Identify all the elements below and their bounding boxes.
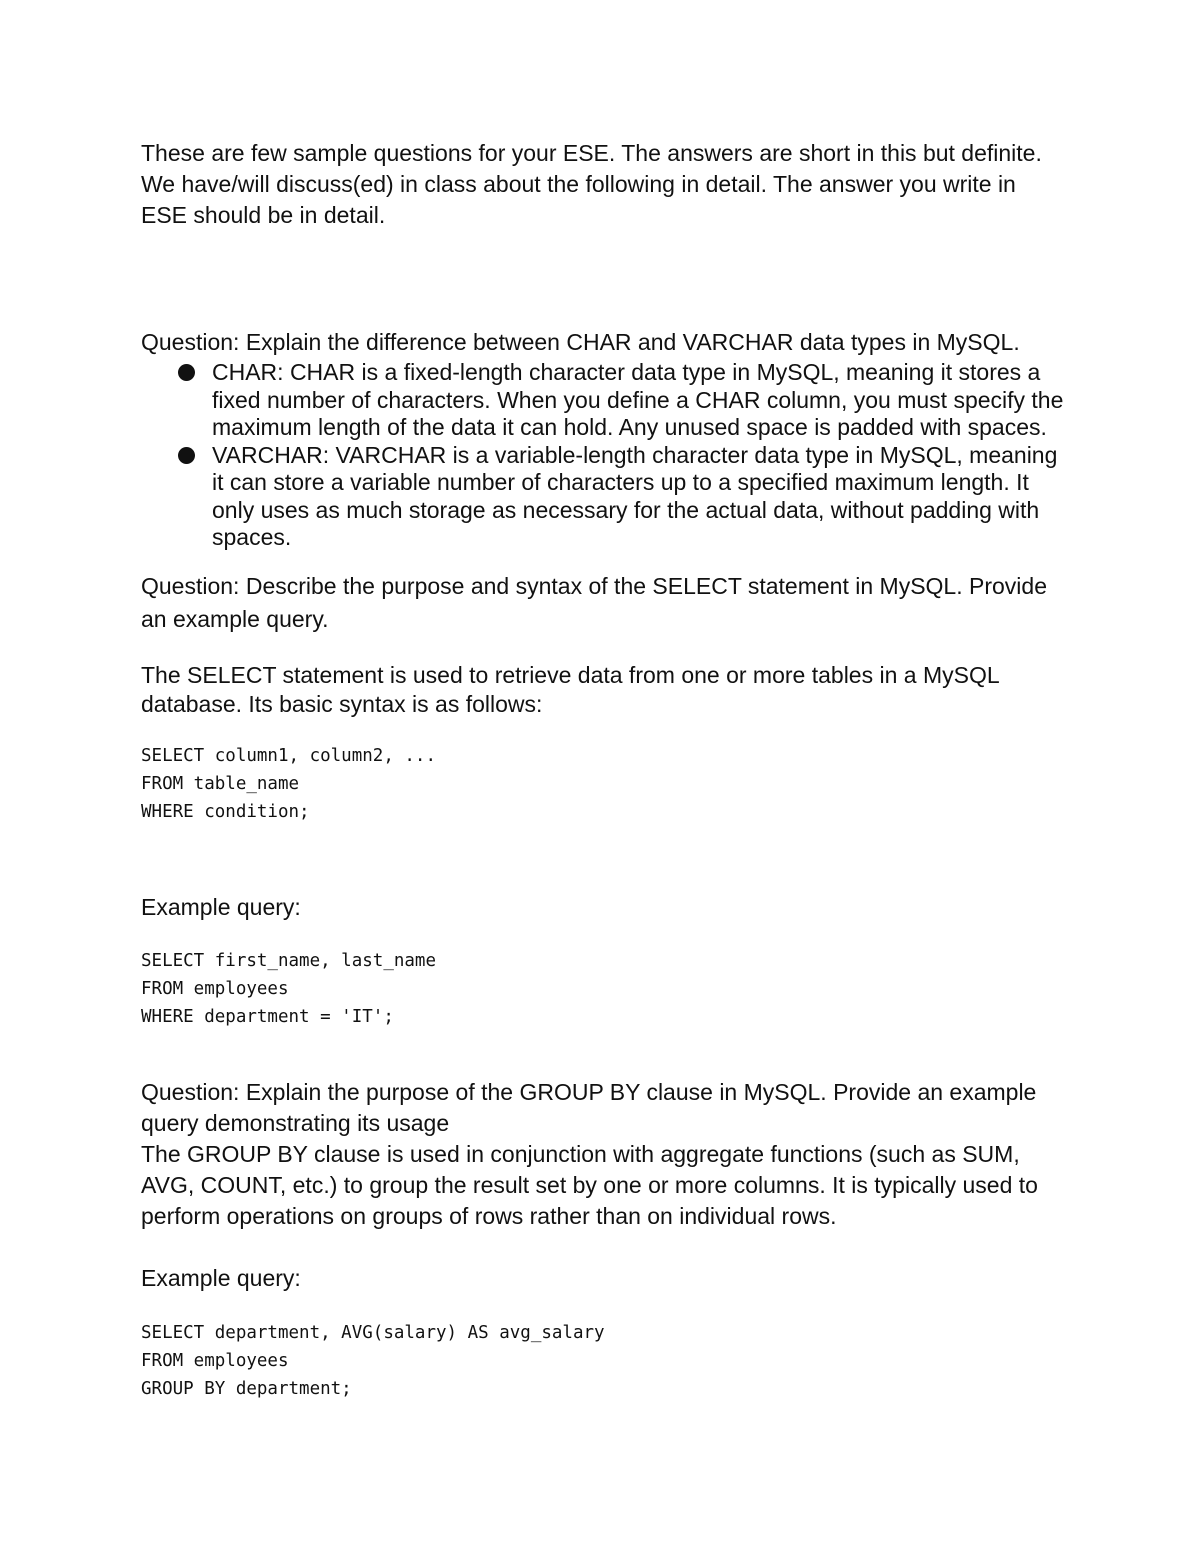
list-item <box>141 442 1071 552</box>
q2-syntax-code: SELECT column1, column2, ... FROM table_name WHERE condition; <box>141 745 437 822</box>
bullet-icon <box>178 447 195 464</box>
q1-question: Question: Explain the difference between CHAR and VARCHAR data types in MySQL. <box>141 329 1020 355</box>
q3-example-code: SELECT department, AVG(salary) AS avg_salary FROM employees GROUP BY department; <box>141 1322 605 1399</box>
q3-answer: The GROUP BY clause is used in conjunction with aggregate functions (such as SUM, AVG, COUNT, etc.) to group the result set by one or more columns. It is typically used to perform operations on groups of rows rather than on individual rows. <box>141 1140 1038 1229</box>
list-item <box>141 359 1071 442</box>
q2-answer: The SELECT statement is used to retrieve data from one or more tables in a MySQL database. Its basic syntax is as follows: <box>141 661 1000 717</box>
q3-example-label: Example query: <box>141 1264 301 1291</box>
q1-bullet-list <box>141 359 1071 552</box>
bullet-icon <box>178 364 195 381</box>
q2-example-label: Example query: <box>141 893 301 920</box>
document-page <box>141 138 1071 1403</box>
q3-question: Question: Explain the purpose of the GROUP BY clause in MySQL. Provide an example query demonstrating its usage <box>141 1078 1037 1136</box>
bullet-text: CHAR: CHAR is a fixed-length character data type in MySQL, meaning it stores a fixed number of characters. When you define a CHAR column, you must specify the maximum length of the data it can hold. Any unused space is padded with spaces. <box>212 359 1064 440</box>
q2-example-code: SELECT first_name, last_name FROM employees WHERE department = 'IT'; <box>141 950 437 1027</box>
q2-question: Question: Describe the purpose and syntax of the SELECT statement in MySQL. Provide an example query. <box>141 572 1047 632</box>
bullet-text: VARCHAR: VARCHAR is a variable-length character data type in MySQL, meaning it can store a variable number of characters up to a specified maximum length. It only uses as much storage as necessary for the actual data, without padding with spaces. <box>212 441 1058 550</box>
intro-paragraph: These are few sample questions for your ESE. The answers are short in this but definite. We have/will discuss(ed) in class about the following in detail. The answer you write in ESE should be in detail. <box>141 140 1042 228</box>
